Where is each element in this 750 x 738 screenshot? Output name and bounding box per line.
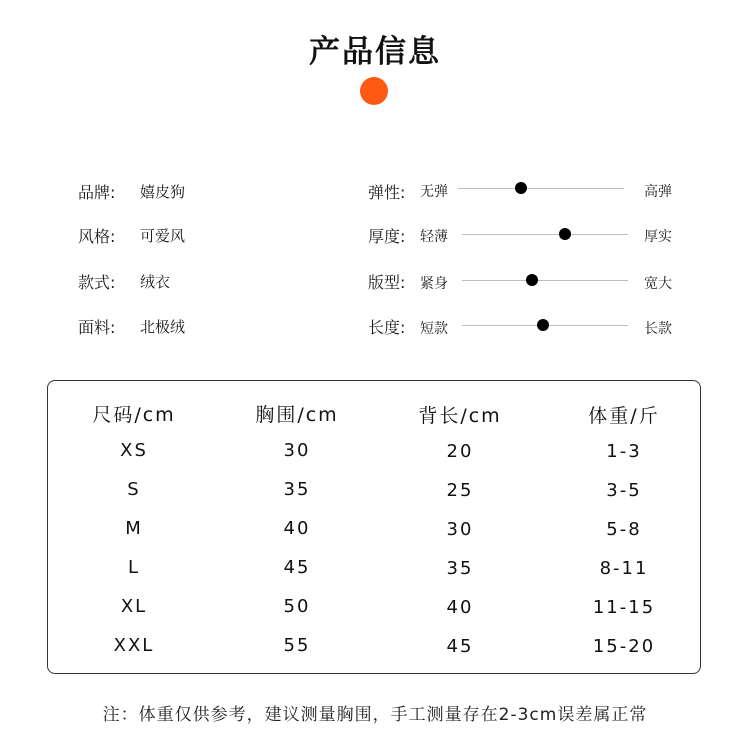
header-weight: 体重/斤 xyxy=(588,405,660,427)
footnote: 注：体重仅供参考，建议测量胸围，手工测量存在2-3cm误差属正常 xyxy=(102,705,648,725)
cell-size: S xyxy=(127,479,141,500)
attr-name-fit: 版型: xyxy=(368,273,406,292)
cell-weight: 15-20 xyxy=(592,636,656,657)
cell-chest: 35 xyxy=(283,479,311,500)
attr-track-thickness xyxy=(462,234,628,235)
attr-low-length: 短款 xyxy=(420,321,448,337)
info-key-brand: 品牌: xyxy=(78,183,116,202)
header-chest: 胸围/cm xyxy=(255,404,339,426)
cell-back-length: 45 xyxy=(446,636,474,657)
cell-chest: 50 xyxy=(283,596,311,617)
attr-track-fit xyxy=(462,280,628,281)
attr-knob-thickness xyxy=(559,228,571,240)
info-value-fabric: 北极绒 xyxy=(140,318,186,336)
info-value-brand: 嬉皮狗 xyxy=(140,183,186,201)
cell-chest: 45 xyxy=(283,557,311,578)
cell-back-length: 25 xyxy=(446,480,474,501)
info-key-style: 风格: xyxy=(78,227,116,246)
attr-high-length: 长款 xyxy=(644,321,672,337)
cell-size: L xyxy=(127,557,141,578)
attr-track-elasticity xyxy=(458,188,624,189)
cell-back-length: 35 xyxy=(446,558,474,579)
info-value-style: 可爱风 xyxy=(140,227,186,245)
cell-size: M xyxy=(125,518,143,539)
cell-size: XXL xyxy=(113,635,155,656)
cell-back-length: 40 xyxy=(446,597,474,618)
info-key-fabric: 面料: xyxy=(78,318,116,337)
info-value-type: 绒衣 xyxy=(140,273,171,291)
accent-dot xyxy=(360,77,388,105)
cell-size: XS xyxy=(120,440,148,461)
cell-back-length: 30 xyxy=(446,519,474,540)
cell-weight: 5-8 xyxy=(606,519,642,540)
cell-chest: 55 xyxy=(283,635,311,656)
page-title: 产品信息 xyxy=(309,34,441,70)
info-key-type: 款式: xyxy=(78,273,116,292)
attr-low-fit: 紧身 xyxy=(420,276,448,292)
header-size: 尺码/cm xyxy=(92,404,176,426)
attr-high-fit: 宽大 xyxy=(644,276,672,292)
cell-weight: 3-5 xyxy=(606,480,642,501)
attr-name-elasticity: 弹性: xyxy=(368,183,406,202)
attr-high-thickness: 厚实 xyxy=(644,229,672,245)
cell-weight: 8-11 xyxy=(599,558,649,579)
attr-low-thickness: 轻薄 xyxy=(420,229,448,245)
cell-back-length: 20 xyxy=(446,441,474,462)
cell-chest: 40 xyxy=(283,518,311,539)
cell-size: XL xyxy=(120,596,148,617)
cell-weight: 1-3 xyxy=(606,441,642,462)
cell-chest: 30 xyxy=(283,440,311,461)
cell-weight: 11-15 xyxy=(592,597,656,618)
header-back-length: 背长/cm xyxy=(418,405,502,427)
attr-high-elasticity: 高弹 xyxy=(644,184,672,200)
attr-low-elasticity: 无弹 xyxy=(420,184,448,200)
attr-name-thickness: 厚度: xyxy=(368,227,406,246)
attr-knob-elasticity xyxy=(515,182,527,194)
attr-knob-fit xyxy=(526,274,538,286)
attr-name-length: 长度: xyxy=(368,318,406,337)
attr-knob-length xyxy=(537,319,549,331)
